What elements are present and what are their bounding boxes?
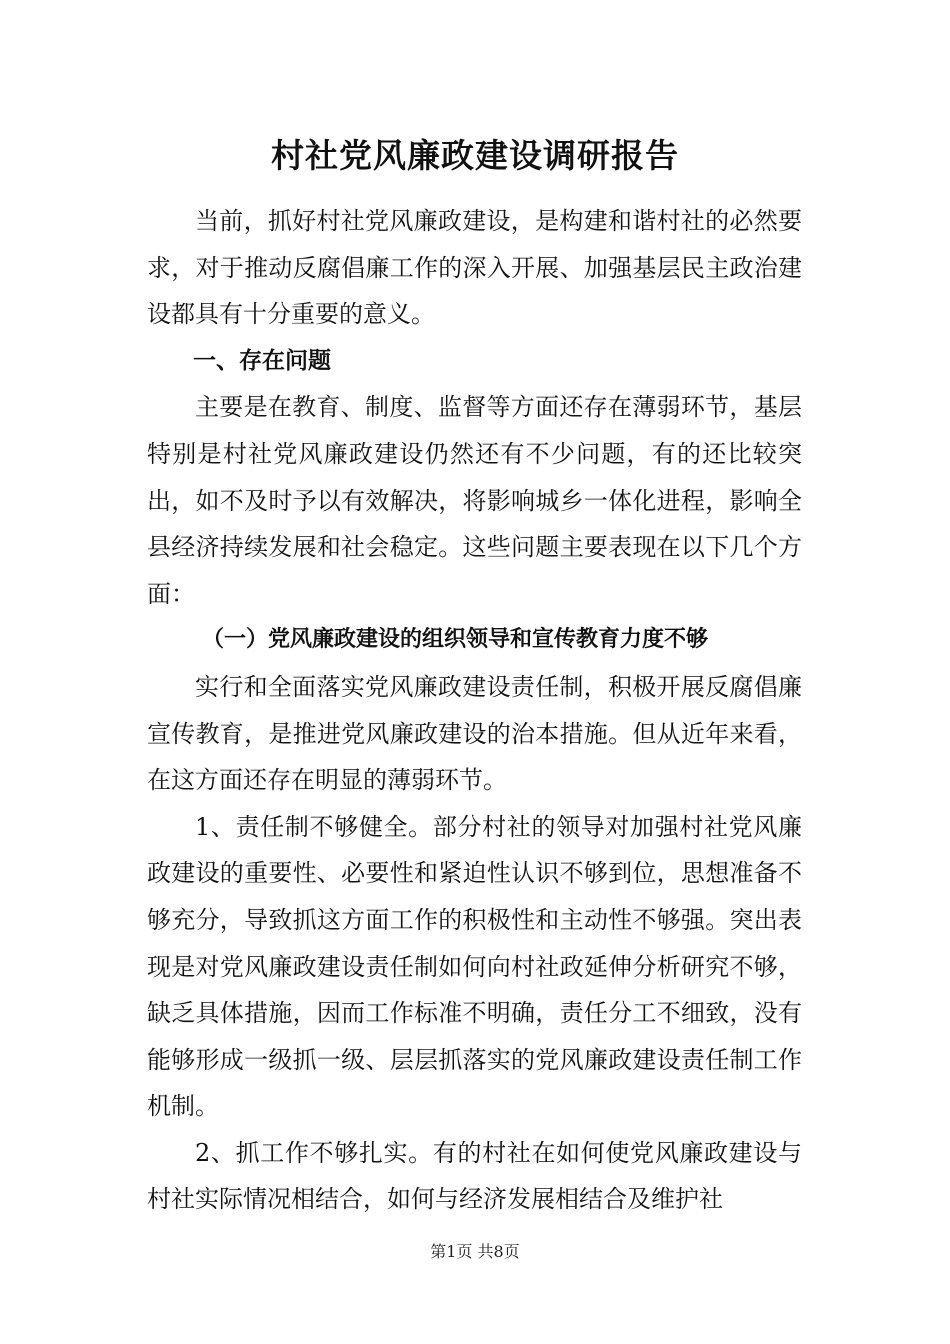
subsection-heading: （一）党风廉政建设的组织领导和宣传教育力度不够 — [202, 627, 709, 653]
paragraph-problems: 主要是在教育、制度、监督等方面还存在薄弱环节，基层特别是村社党风廉政建设仍然还有不少问题，有的还比较突出，如不及时予以有效解决，将影响城乡一体化进程，影响全县经济持续发展和社会稳定。这些问题主要表现在以下几个方面： — [147, 393, 802, 608]
document-title: 村社党风廉政建设调研报告 — [271, 136, 679, 175]
paragraph-point-2: 2、抓工作不够扎实。有的村社在如何使党风廉政建设与村社实际情况相结合，如何与经济发展相结合及维护社 — [147, 1138, 802, 1214]
paragraph-measures: 实行和全面落实党风廉政建设责任制，积极开展反腐倡廉宣传教育，是推进党风廉政建设的治本措施。但从近年来看，在这方面还存在明显的薄弱环节。 — [147, 672, 802, 795]
document-body — [147, 198, 802, 1223]
paragraph-point-1: 1、责任制不够健全。部分村社的领导对加强村社党风廉政建设的重要性、必要性和紧迫性认识不够到位，思想准备不够充分，导致抓这方面工作的积极性和主动性不够强。突出表现是对党风廉政建设责任制如何向村社政延伸分析研究不够，缺乏具体措施，因而工作标准不明确，责任分工不细致，没有能够形成一级抓一级、层层抓落实的党风廉政建设责任制工作机制。 — [147, 812, 802, 1121]
paragraph-intro: 当前，抓好村社党风廉政建设，是构建和谐村社的必然要求，对于推动反腐倡廉工作的深入开展、加强基层民主政治建设都具有十分重要的意义。 — [147, 207, 802, 329]
section-heading: 一、存在问题 — [193, 347, 331, 374]
page-number: 第1页 共8页 — [430, 1242, 520, 1261]
